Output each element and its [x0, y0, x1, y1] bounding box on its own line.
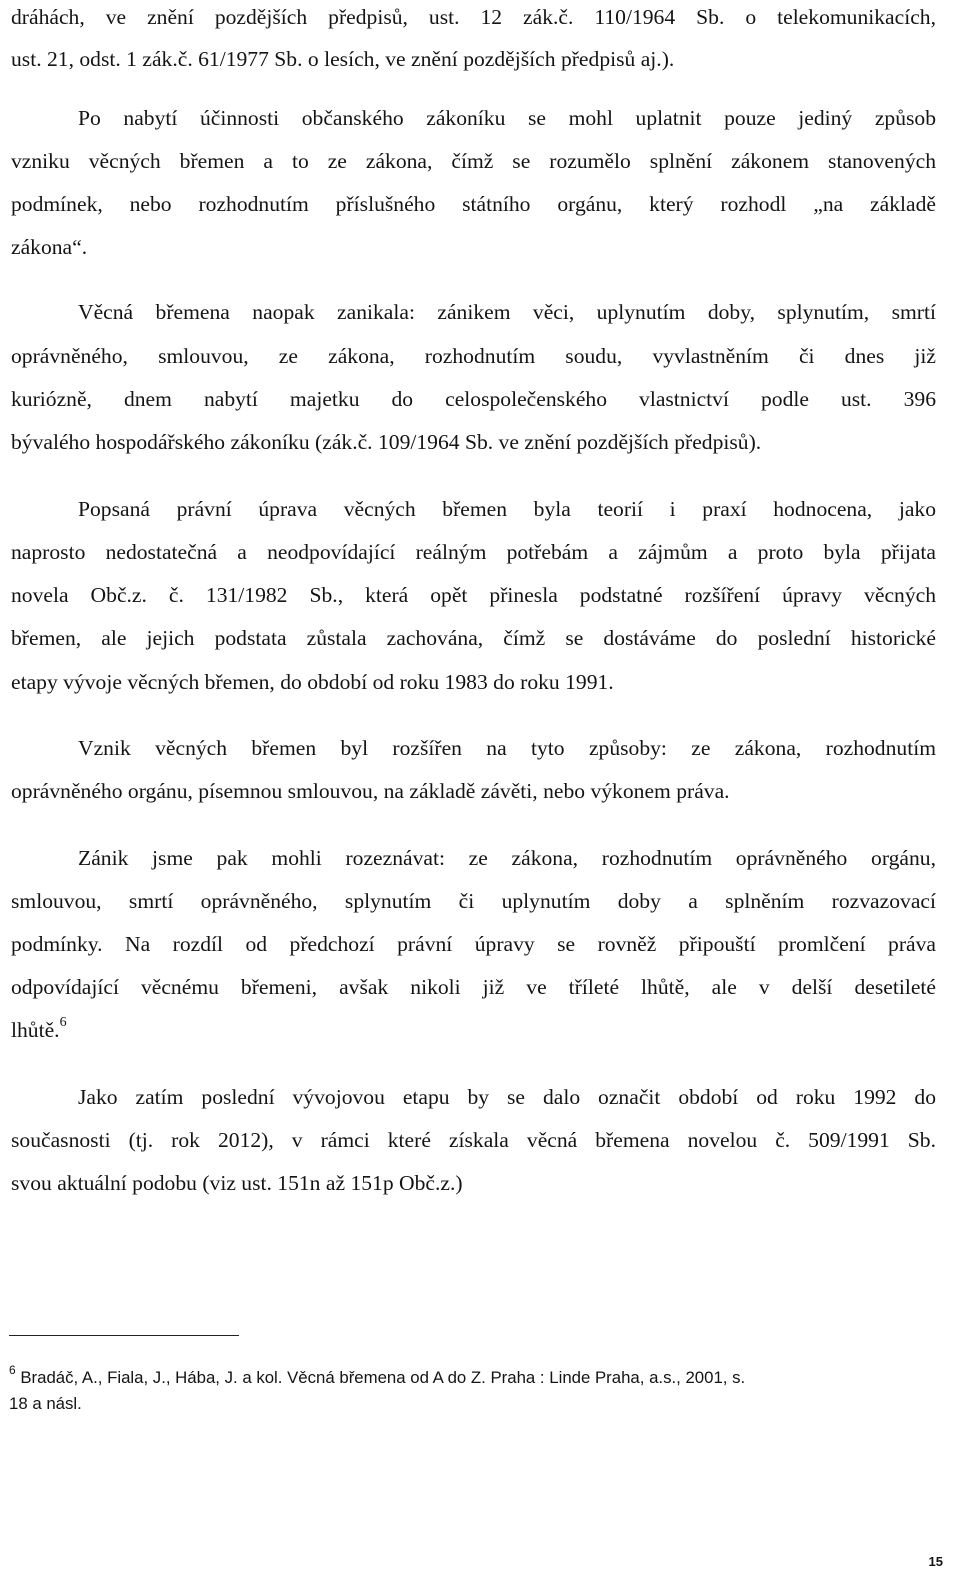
footnote-marker: 6 [9, 1363, 16, 1377]
text-line: naprosto nedostatečná a neodpovídající reálným potřebám a zájmům a proto byla přijata [11, 540, 936, 564]
text-line: podmínek, nebo rozhodnutím příslušného státního orgánu, který rozhodl „na základě [11, 192, 936, 216]
footnote-continuation: 18 a násl. [9, 1394, 82, 1413]
text-line: zákona“. [11, 235, 88, 259]
text-line [11, 1015, 936, 1049]
text-span: lhůtě. [11, 1018, 60, 1042]
text-line: kuriózně, dnem nabytí majetku do celospolečenského vlastnictví podle ust. 396 [11, 387, 936, 411]
text-line: oprávněného orgánu, písemnou smlouvou, na základě závěti, nebo výkonem práva. [11, 779, 730, 803]
footnote [9, 1363, 942, 1391]
page-number: 15 [928, 1554, 943, 1569]
text-line: Věcná břemena naopak zanikala: zánikem věci, uplynutím doby, splynutím, smrtí [78, 300, 936, 324]
text-line: Zánik jsme pak mohli rozeznávat: ze zákona, rozhodnutím oprávněného orgánu, [78, 846, 936, 870]
text-line: podmínky. Na rozdíl od předchozí právní úpravy se rovněž připouští promlčení práva [11, 932, 936, 956]
text-line: Jako zatím poslední vývojovou etapu by se dalo označit období od roku 1992 do [78, 1085, 936, 1109]
footnote-separator [9, 1335, 239, 1336]
text-line: dráhách, ve znění pozdějších předpisů, ust. 12 zák.č. 110/1964 Sb. o telekomunikacích, [11, 5, 936, 29]
footnote-reference[interactable]: 6 [59, 1015, 67, 1030]
text-line: smlouvou, smrtí oprávněného, splynutím či uplynutím doby a splněním rozvazovací [11, 889, 936, 913]
text-line: Vznik věcných břemen byl rozšířen na tyto způsoby: ze zákona, rozhodnutím [78, 736, 936, 760]
text-line: etapy vývoje věcných břemen, do období od roku 1983 do roku 1991. [11, 670, 614, 694]
text-line: Po nabytí účinnosti občanského zákoníku se mohl uplatnit pouze jediný způsob [78, 106, 936, 130]
text-line: odpovídající věcnému břemeni, avšak nikoli již ve tříleté lhůtě, ale v delší desetileté [11, 975, 936, 999]
footnote-text-line: Bradáč, A., Fiala, J., Hába, J. a kol. Věcná břemena od A do Z. Praha : Linde Praha, a.s., 2001, s. [20, 1368, 746, 1387]
text-line: vzniku věcných břemen a to ze zákona, čímž se rozumělo splnění zákonem stanovených [11, 149, 936, 173]
text-line: novela Obč.z. č. 131/1982 Sb., která opět přinesla podstatné rozšíření úpravy věcných [11, 583, 936, 607]
text-line: ust. 21, odst. 1 zák.č. 61/1977 Sb. o lesích, ve znění pozdějších předpisů aj.). [11, 47, 675, 71]
text-line: svou aktuální podobu (viz ust. 151n až 151p Obč.z.) [11, 1171, 463, 1195]
text-line: bývalého hospodářského zákoníku (zák.č. 109/1964 Sb. ve znění pozdějších předpisů). [11, 430, 762, 454]
text-line: Popsaná právní úprava věcných břemen byla teorií i praxí hodnocena, jako [78, 497, 936, 521]
text-line: současnosti (tj. rok 2012), v rámci které získala věcná břemena novelou č. 509/1991 Sb. [11, 1128, 936, 1152]
text-line: břemen, ale jejich podstata zůstala zachována, čímž se dostáváme do poslední historické [11, 626, 936, 650]
text-line: oprávněného, smlouvou, ze zákona, rozhodnutím soudu, vyvlastněním či dnes již [11, 344, 936, 368]
